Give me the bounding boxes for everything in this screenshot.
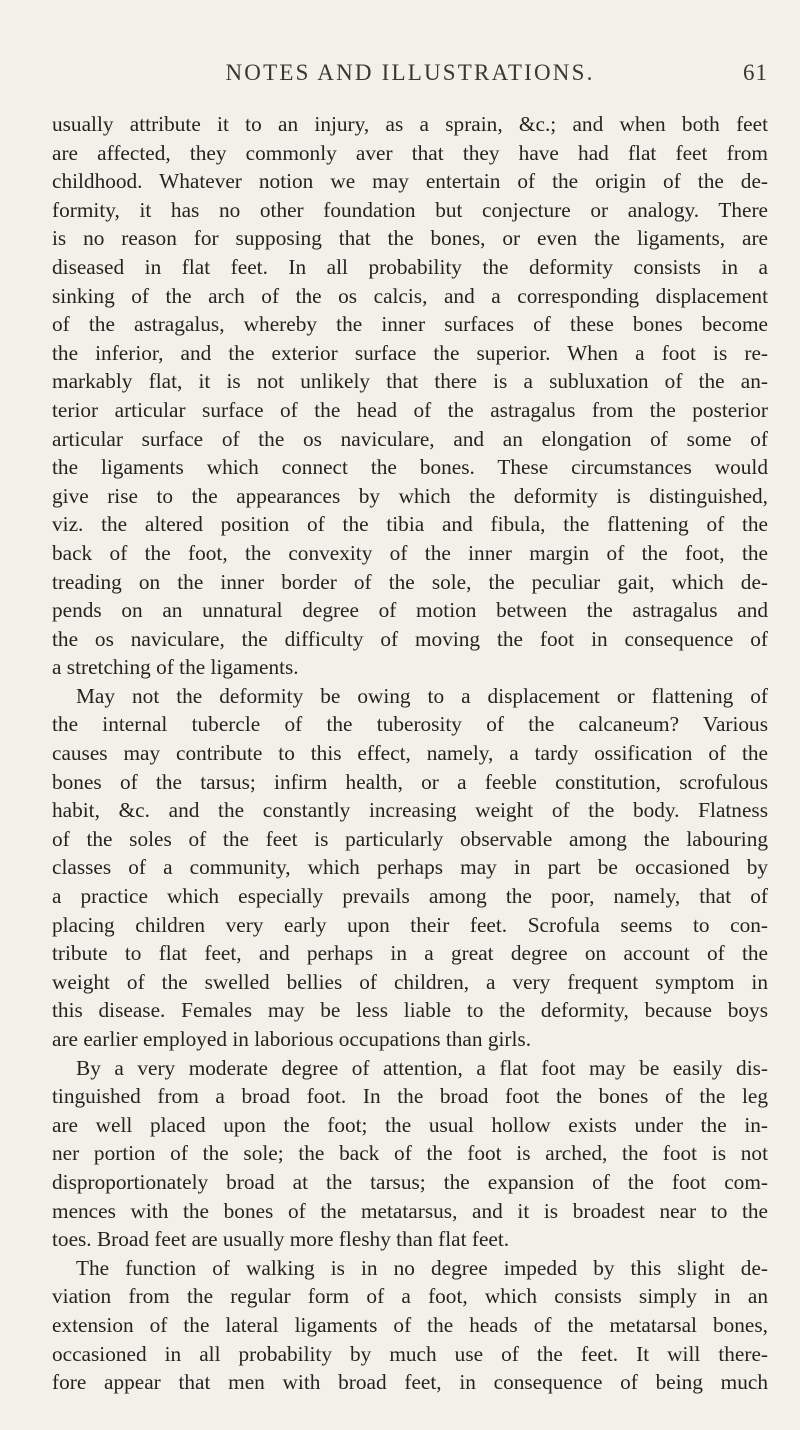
page-number: 61 — [743, 60, 768, 85]
text-line: disproportionately broad at the tarsus; the expansion of the foot com- — [52, 1169, 768, 1194]
running-title: NOTES AND ILLUSTRATIONS. — [225, 60, 595, 85]
text-line: extension of the lateral ligaments of the heads of the metatarsal bones, — [52, 1312, 768, 1337]
text-line: terior articular surface of the head of the astragalus from the posterior — [52, 397, 768, 422]
text-line: this disease. Females may be less liable to the deformity, because boys — [52, 998, 768, 1023]
text-line: usually attribute it to an injury, as a sprain, &c.; and when both feet — [52, 112, 768, 136]
text-line: the os naviculare, the difficulty of moving the foot in consequence of — [52, 626, 768, 651]
text-line: childhood. Whatever notion we may entertain of the origin of the de- — [52, 169, 768, 194]
text-line: articular surface of the os naviculare, and an elongation of some of — [52, 426, 768, 451]
text-line: By a very moderate degree of attention, a flat foot may be easily dis- — [76, 1055, 768, 1080]
text-line: bones of the tarsus; infirm health, or a feeble constitution, scrofulous — [52, 769, 768, 794]
text-line: viz. the altered position of the tibia and fibula, the flattening of the — [52, 512, 768, 537]
body-text — [52, 110, 768, 1397]
text-line: formity, it has no other foundation but conjecture or analogy. There — [52, 197, 768, 222]
text-line: The function of walking is in no degree impeded by this slight de- — [76, 1255, 768, 1280]
text-line: diseased in flat feet. In all probability the deformity consists in a — [52, 254, 768, 279]
text-line: viation from the regular form of a foot, which consists simply in an — [52, 1284, 768, 1309]
text-line: tinguished from a broad foot. In the broad foot the bones of the leg — [52, 1084, 768, 1109]
text-line: are well placed upon the foot; the usual hollow exists under the in- — [52, 1112, 768, 1137]
text-line: markably flat, it is not unlikely that there is a subluxation of the an- — [52, 369, 768, 394]
text-line: pends on an unnatural degree of motion between the astragalus and — [52, 598, 768, 623]
text-line: of the astragalus, whereby the inner surfaces of these bones become — [52, 312, 768, 337]
text-line: give rise to the appearances by which the deformity is distinguished, — [52, 483, 768, 508]
text-line: back of the foot, the convexity of the inner margin of the foot, the — [52, 540, 768, 565]
text-line: the internal tubercle of the tuberosity of the calcaneum? Various — [52, 712, 768, 737]
text-line: placing children very early upon their feet. Scrofula seems to con- — [52, 912, 768, 937]
text-line: weight of the swelled bellies of children, a very frequent symptom in — [52, 969, 768, 994]
text-line: causes may contribute to this effect, namely, a tardy ossification of the — [52, 741, 768, 766]
text-line: occasioned in all probability by much use of the feet. It will there- — [52, 1341, 768, 1366]
text-line: is no reason for supposing that the bones, or even the ligaments, are — [52, 226, 768, 251]
text-line: tribute to flat feet, and perhaps in a great degree on account of the — [52, 941, 768, 966]
text-line: the ligaments which connect the bones. These circumstances would — [52, 455, 768, 480]
running-header — [52, 60, 768, 96]
text-line: classes of a community, which perhaps may in part be occasioned by — [52, 855, 768, 880]
text-line: habit, &c. and the constantly increasing weight of the body. Flatness — [52, 798, 768, 823]
text-line: toes. Broad feet are usually more fleshy than flat feet. — [52, 1227, 510, 1252]
text-line: sinking of the arch of the os calcis, and a corresponding displacement — [52, 283, 768, 308]
text-line: of the soles of the feet is particularly observable among the labouring — [52, 826, 768, 851]
text-line: a stretching of the ligaments. — [52, 655, 299, 680]
text-line: May not the deformity be owing to a displacement or flattening of — [76, 683, 768, 708]
text-line: a practice which especially prevails among the poor, namely, that of — [52, 884, 768, 909]
text-line: fore appear that men with broad feet, in consequence of being much — [52, 1370, 768, 1395]
text-line: ner portion of the sole; the back of the foot is arched, the foot is not — [52, 1141, 768, 1166]
text-line: the inferior, and the exterior surface the superior. When a foot is re- — [52, 340, 768, 365]
text-line: are affected, they commonly aver that they have had flat feet from — [52, 140, 768, 165]
text-line: are earlier employed in laborious occupations than girls. — [52, 1027, 532, 1051]
text-line: treading on the inner border of the sole, the peculiar gait, which de- — [52, 569, 768, 594]
text-line: mences with the bones of the metatarsus, and it is broadest near to the — [52, 1198, 768, 1223]
